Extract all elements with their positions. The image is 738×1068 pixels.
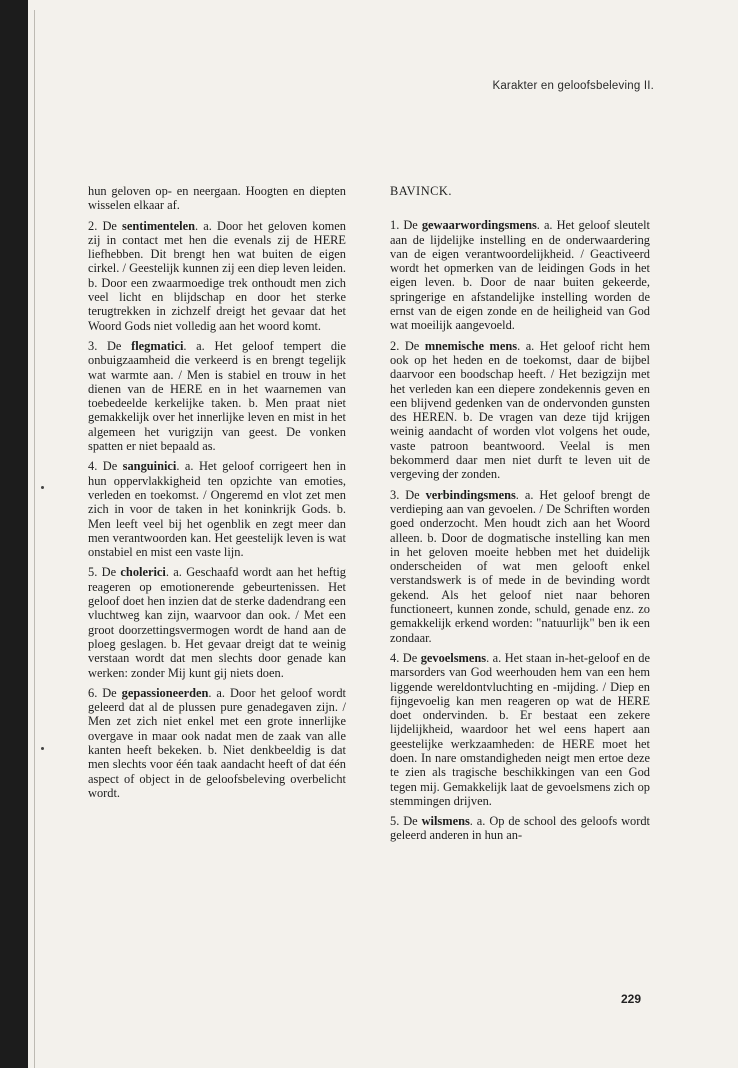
right-column: [390, 184, 650, 849]
running-header: Karakter en geloofsbeleving II.: [492, 80, 654, 92]
section-number: 4. De: [88, 459, 118, 474]
left-column: [88, 184, 346, 806]
section-number: 2. De: [88, 218, 117, 233]
section-gepassioneerden: [88, 686, 346, 800]
section-term: verbindingsmens: [425, 487, 516, 502]
section-number: 3. De: [88, 338, 122, 353]
section-sentimentelen: [88, 219, 346, 333]
section-text: . a. Het geloof brengt de verdieping aan van gevoelen. / De Schriften worden goed onderzocht. Men houdt zich aan het Woord alleen. b. Door de dogmatische instelling kan men in het geloven moeite hebben met het duidelijk onderscheiden of wat men gelooft enkel verstandswerk is of mede in de bevinding wordt gekend. Als het geloof niet naar behoren functioneert, kunnen zonde, schuld, genade enz. zo gemakkelijk erkend worden: "natuurlijk" ben ik een zondaar.: [390, 487, 650, 645]
section-number: 3. De: [390, 487, 420, 502]
section-term: flegmatici: [131, 338, 184, 353]
margin-dot: [41, 486, 44, 489]
section-mnemische-mens: [390, 339, 650, 482]
section-number: 4. De: [390, 650, 418, 665]
page-number: 229: [621, 992, 642, 1006]
section-number: 5. De: [88, 565, 117, 580]
section-gewaarwordingsmens: [390, 218, 650, 332]
section-sanguinici: [88, 459, 346, 559]
section-number: 5. De: [390, 814, 418, 829]
section-term: cholerici: [120, 565, 166, 580]
section-text: . a. Het geloof corrigeert hen in hun oppervlakkigheid ten opzichte van emoties, verleden en toekomst. / Ongeremd en vlot zet men zich in voor de taken in het koninkrijk Gods. b. Men leeft veel bij het ogenblik en zegt meer dan men verantwoorden kan. Het geestelijk leven is wat onstabiel en mist een vaste lijn.: [88, 459, 346, 560]
section-cholerici: [88, 565, 346, 679]
column-heading: BAVINCK.: [390, 184, 452, 198]
section-term: sentimentelen: [122, 218, 195, 233]
section-text: . a. Het staan in-het-geloof en de marsorders van God weerhouden hem van een hem liggende wereldontvluchting en -mijding. / Diep en fijngevoelig kan men reageren op wat de HERE doet ondervinden. b. Er bestaat een zekere lijdelijkheid, waardoor het wel eens hapert aan geestelijke werkzaamheden: de HERE moet het doen. In nare omstandigheden neigt men ertoe deze te zien als tragische beschikkingen van een God tegen mij. Gemakkelijk laat de gevoelsmens zich op stemmingen drijven.: [390, 650, 650, 808]
continuation-paragraph: hun geloven op- en neergaan. Hoogten en diepten wisselen elkaar af.: [88, 184, 346, 213]
section-term: sanguinici: [122, 459, 177, 474]
section-text: . a. Het geloof richt hem ook op het heden en de toekomst, daar de bijbel daarvoor een boodschap heeft. / Het bezigzijn met het verleden kan een diepere zondekennis geven en een blijvend gedenken van de ondervonden gunsten des HEREN. b. De vragen van deze tijd krijgen weinig aandacht of worden vlot volgens het oude, vaste patroon beantwoord. Veelal is men bekommerd daar men niet durft te leven uit de vergeving der zonden.: [390, 338, 650, 482]
section-wilsmens: [390, 814, 650, 843]
section-number: 6. De: [88, 685, 117, 700]
section-term: gevoelsmens: [420, 650, 487, 665]
section-text: . a. Het geloof sleutelt aan de lijdelijke instelling en de onderwaardering van de eigen verantwoordelijkheid. / Geactiveerd wordt het opmerken van de leidingen Gods in het eigen leven. b. Door de naar buiten gekeerde, springerige en afstandelijke instelling worden de ernst van de eigen zonde en de heiligheid van God wat moeilijk aangevoeld.: [390, 218, 650, 333]
section-term: gewaarwordingsmens: [421, 218, 537, 233]
section-flegmatici: [88, 339, 346, 453]
section-number: 1. De: [390, 218, 418, 233]
section-number: 2. De: [390, 338, 420, 353]
gutter-line: [34, 10, 35, 1068]
section-verbindingsmens: [390, 488, 650, 645]
section-term: mnemische mens: [424, 338, 518, 353]
section-text: . a. Op de school des geloofs wordt geleerd anderen in hun an-: [390, 814, 651, 843]
scan-left-edge: [0, 0, 28, 1068]
section-gevoelsmens: [390, 651, 650, 808]
section-text: . a. Het geloof tempert die onbuigzaamheid die verkeerd is en brengt tegelijk wat warmte aan. / Men is stabiel en trouw in het dienen van de HERE en in het waarnemen van toebedeelde kerkelijke taken. b. Men praat niet gemakkelijk over het innerlijke leven en mist in het algemeen het vurigzijn van geest. De vonken spatten er niet bepaald as.: [88, 338, 346, 454]
section-text: . a. Door het geloven komen zij in contact met hen die evenals zij de HERE liefhebben. Dit brengt hen wat buiten de eigen cirkel. / Geestelijk kunnen zij een diep leven leiden. b. Door een zwaarmoedige trek onthoudt men zich veel licht en blijdschap en door het sterke terugtrekken in zichzelf dreigt het gevaar dat het Woord Gods niet volledig aan het woord komt.: [88, 218, 346, 333]
section-text: . a. Geschaafd wordt aan het heftig reageren op emotionerende gebeurtenissen. Het geloof doet hen inzien dat de sterke dadendrang een vluchtweg kan zijn, waarvoor dan ook. / Met een groot doorzettingsvermogen wordt de hand aan de ploeg geslagen. b. Het gevaar dreigt dat te weinig verstaan wordt dat men slechts door genade kan werken: zonder Mij kunt gij niets doen.: [88, 565, 346, 680]
section-text: . a. Door het geloof wordt geleerd dat al de plussen pure genadegaven zijn. / Men zet zich niet enkel met een grote innerlijke overgave in maar ook nadat men de zaak van alle kanten heeft bekeken. b. Niet denkbeeldig is dat men slechts voor één taak aandacht heeft of dat één aspect of object in de geloofsbeleving overbelicht wordt.: [88, 685, 346, 800]
margin-dot: [41, 747, 44, 750]
section-term: gepassioneerden: [121, 685, 209, 700]
section-term: wilsmens: [421, 814, 470, 829]
